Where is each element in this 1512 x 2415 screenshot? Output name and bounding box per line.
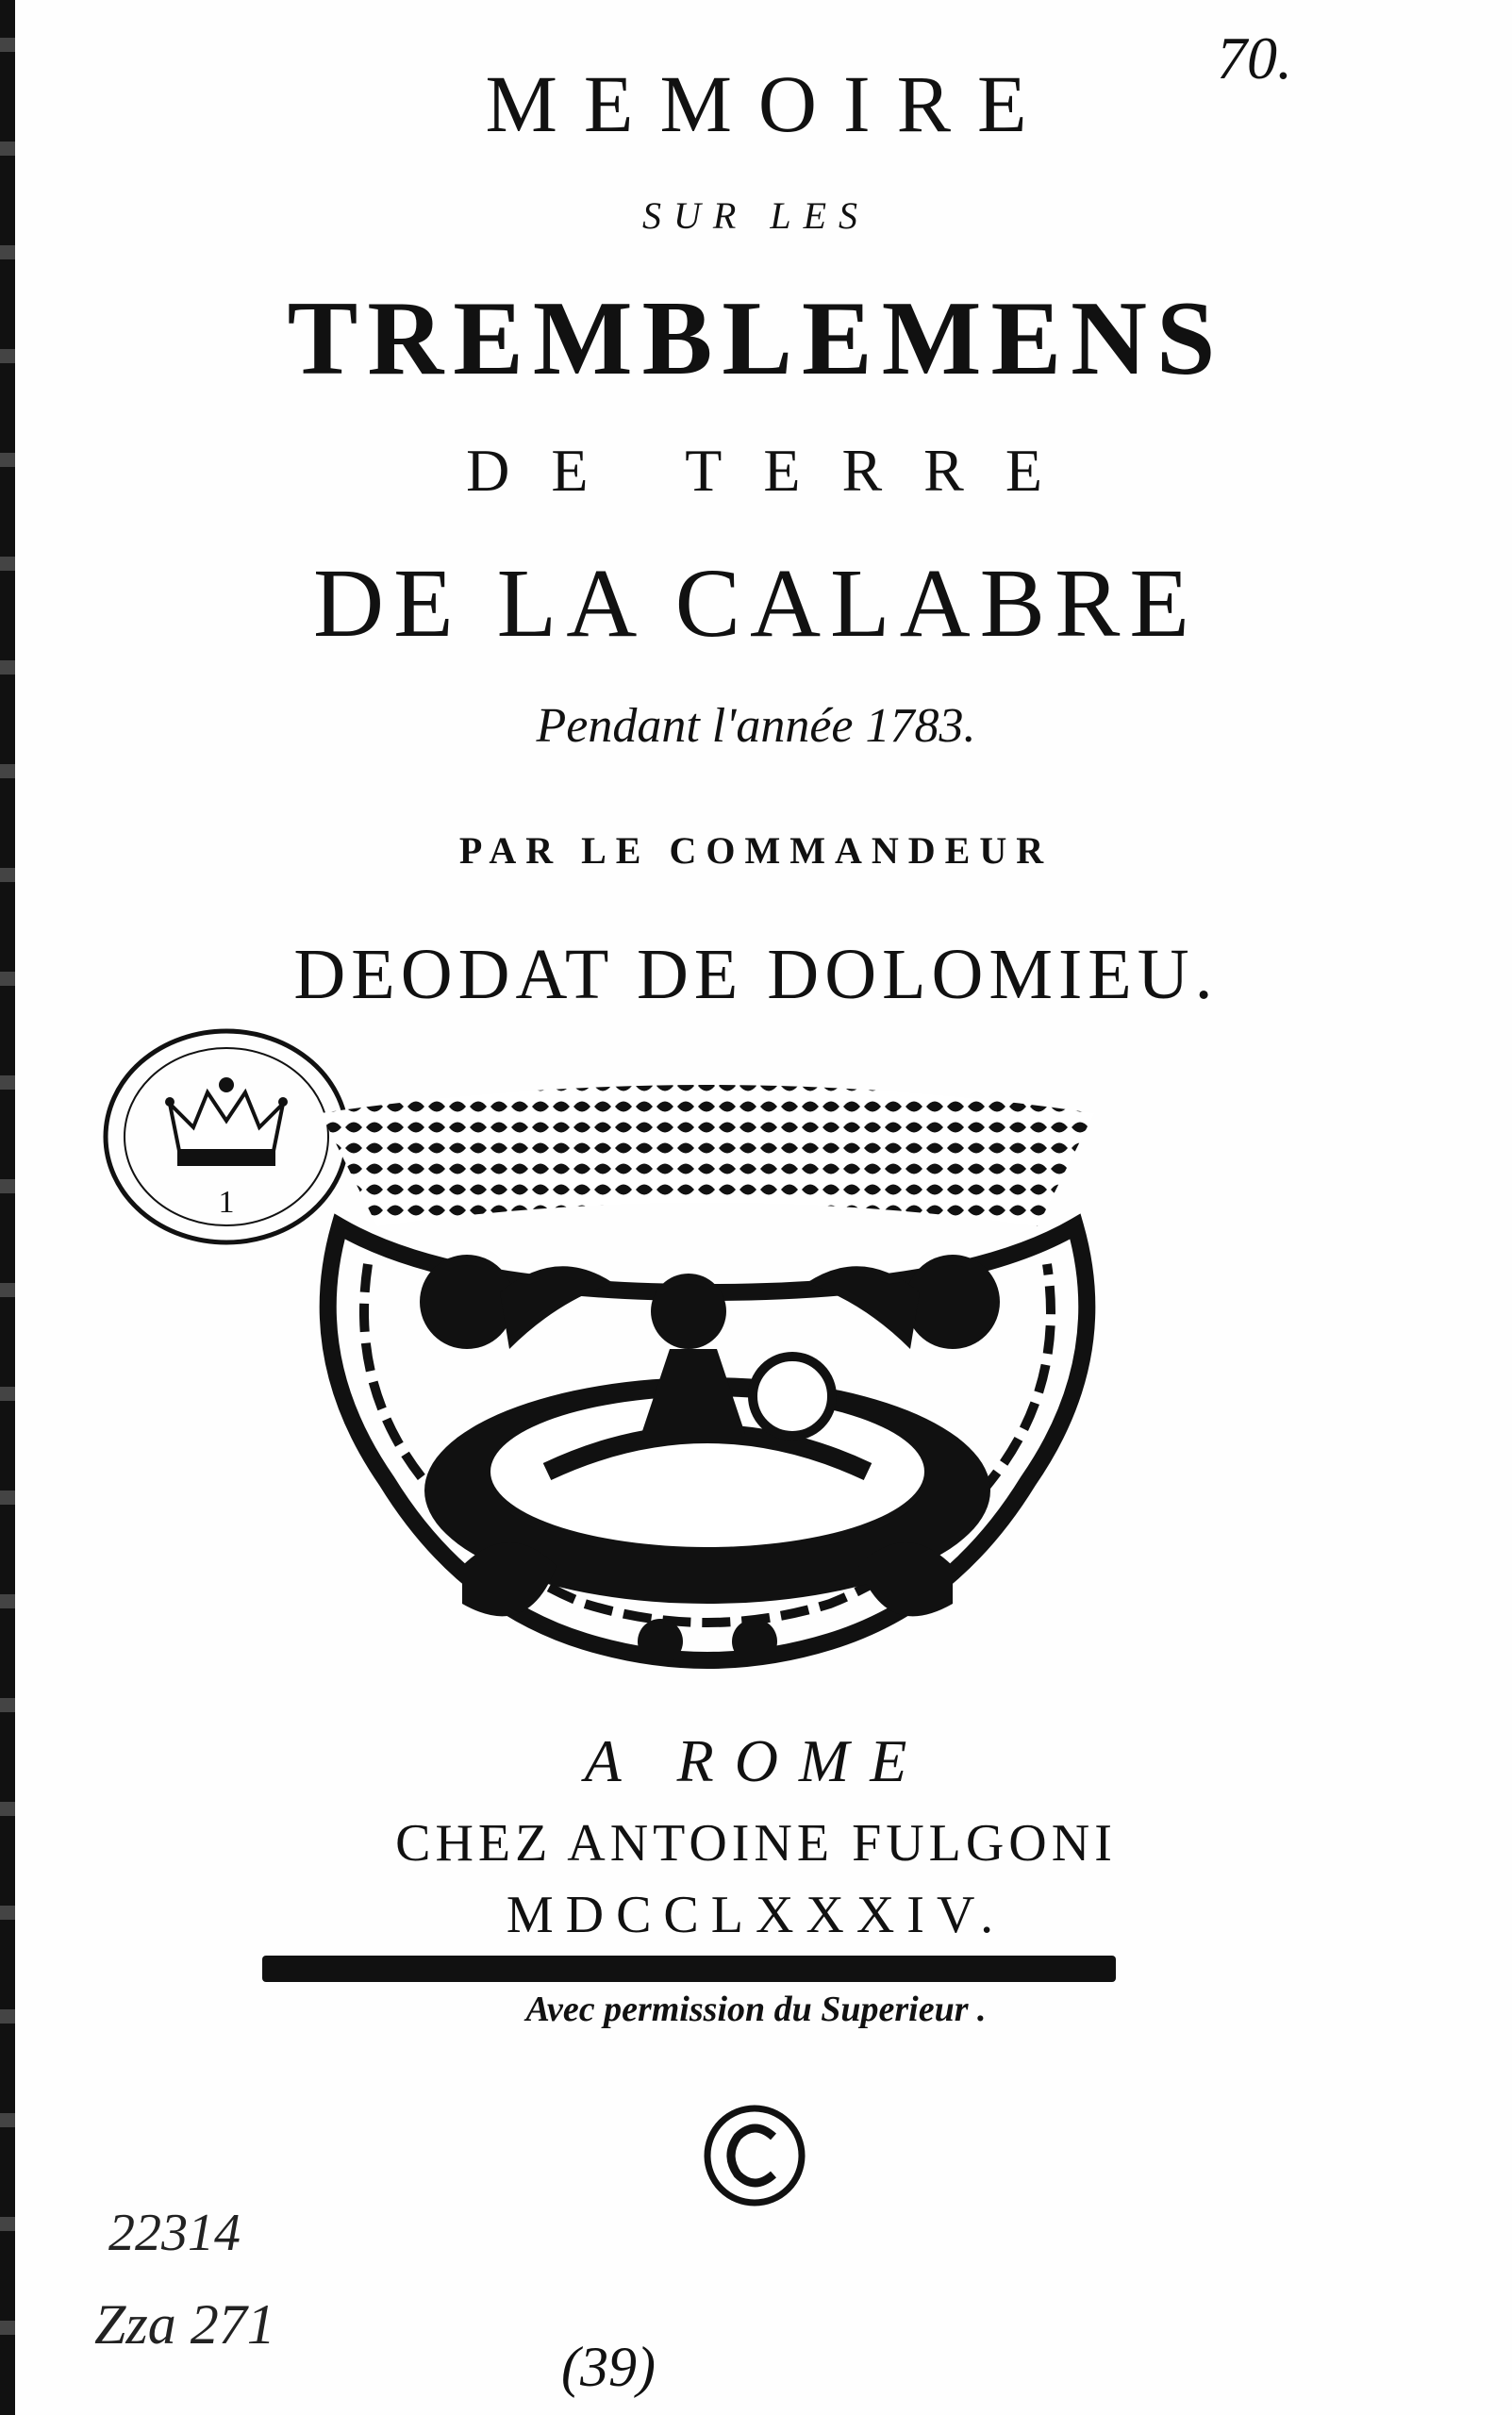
title-line-year: Pendant l'année 1783. (536, 699, 976, 753)
shelfmark-number: 22314 (108, 2204, 241, 2262)
title-line-sur-les: SUR LES (642, 194, 870, 237)
handwritten-number: 70. (1217, 25, 1292, 92)
imprint-printer: CHEZ ANTOINE FULGONI (395, 1814, 1117, 1873)
horizontal-rule (262, 1956, 1116, 1982)
shelfmark-code: Zza 271 (94, 2293, 275, 2356)
imprint-place: A ROME (584, 1727, 928, 1794)
imprint-permission: Avec permission du Superieur . (525, 1990, 987, 2029)
page-number: (39) (561, 2336, 656, 2398)
title-line-memoire: MEMOIRE (485, 58, 1054, 149)
svg-text:1: 1 (218, 1185, 235, 1220)
imprint-year: MDCCLXXXIV. (506, 1886, 1006, 1944)
title-line-tremblemens: TREMBLEMENS (287, 280, 1225, 397)
c-mark-icon (698, 2099, 811, 2212)
title-line-de-terre: DE TERRE (466, 437, 1084, 504)
ornamental-vignette-icon (302, 1075, 1113, 1679)
author-prefix: PAR LE COMMANDEUR (458, 829, 1054, 872)
title-line-calabre: DE LA CALABRE (313, 549, 1199, 658)
author-name: DEODAT DE DOLOMIEU. (293, 935, 1219, 1014)
